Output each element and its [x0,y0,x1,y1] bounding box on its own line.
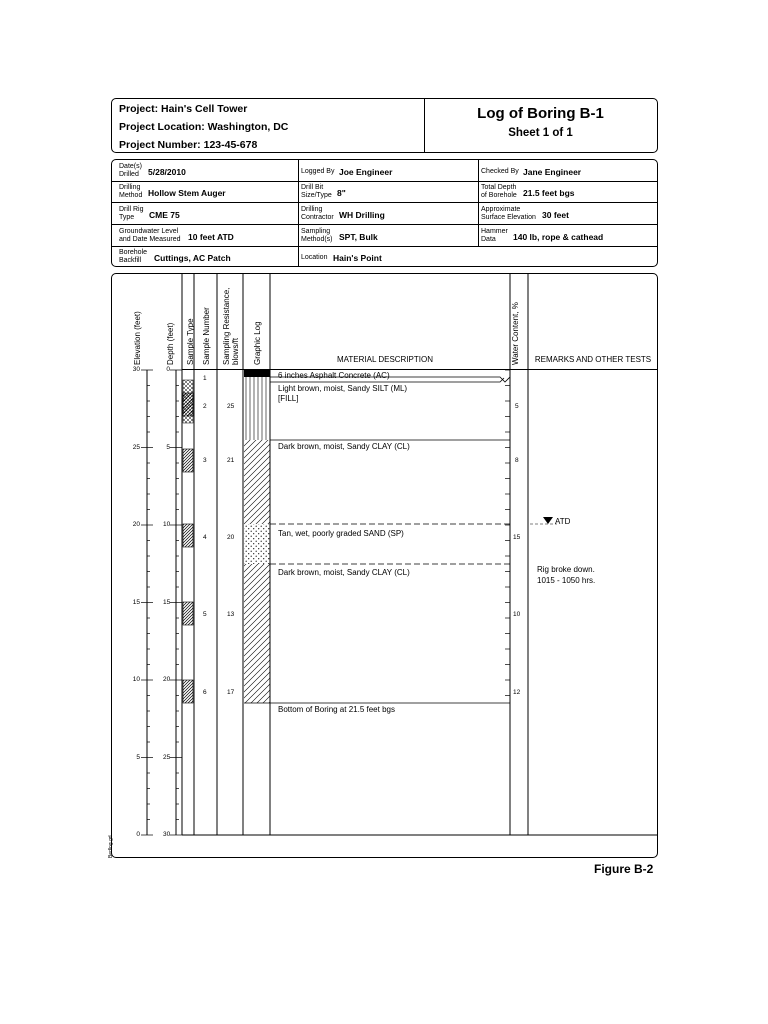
sample-number: 3 [203,457,207,464]
water-content: 8 [515,457,519,464]
remark-rig-time: 1015 - 1050 hrs. [537,576,596,585]
elevation-tick-label: 0 [136,831,140,838]
backfill-value: Cuttings, AC Patch [154,253,231,263]
checked-label: Checked By [481,168,519,175]
project-name: Project: Hain's Cell Tower [119,103,248,115]
figure-label: Figure B-2 [594,862,654,876]
hammer-value: 140 lb, rope & cathead [513,232,604,242]
sampling-resistance: 13 [227,611,235,618]
groundwater-value: 10 feet ATD [188,232,234,242]
remark-atd: ATD [555,517,571,526]
backfill-label: Borehole Backfill [119,249,148,264]
total-depth-value: 21.5 feet bgs [523,188,575,198]
project-number: Project Number: 123-45-678 [119,139,258,151]
water-content: 5 [515,403,519,410]
graphic-log-column-header: Graphic Log [253,321,262,365]
contractor-label: Drilling Contractor [301,206,334,221]
elevation-tick-label: 20 [132,521,140,528]
sample-type-column-header: Sample Type [186,318,195,365]
method-label: Drilling Method [119,184,143,199]
sampling-label: Sampling Method(s) [301,228,333,243]
rig-label: Drill Rig Type [119,206,144,221]
material-silt: Light brown, moist, Sandy SILT (ML) [278,384,408,393]
sampling-resistance: 17 [227,689,235,696]
remarks-header: REMARKS AND OTHER TESTS [534,355,652,364]
project-location: Project Location: Washington, DC [119,121,289,133]
depth-tick-label: 10 [163,521,171,528]
remark-rig-broke: Rig broke down. [537,565,595,574]
total-depth-label: Total Depth of Borehole [481,184,517,199]
material-description-header: MATERIAL DESCRIPTION [336,355,433,364]
sampling-resistance: 21 [227,457,235,464]
location-label: Location [301,254,328,261]
dates-label: Date(s) Drilled [119,163,142,178]
depth-column-header: Depth (feet) [166,322,175,365]
logged-value: Joe Engineer [339,167,393,177]
material-clay-lower: Dark brown, moist, Sandy CLAY (CL) [278,568,410,577]
elevation-tick-label: 25 [132,443,140,451]
sample-number: 1 [203,375,207,382]
elevation-tick-label: 15 [132,598,140,606]
bit-value: 8" [337,188,346,198]
elevation-column-header: Elevation (feet) [133,311,142,365]
log-title: Log of Boring B-1 [477,105,604,122]
checked-value: Jane Engineer [523,167,582,177]
depth-tick-label: 0 [166,366,170,373]
dates-value: 5/28/2010 [148,167,186,177]
water-content: 12 [513,689,521,696]
rig-value: CME 75 [149,210,180,220]
water-content: 10 [513,611,521,618]
method-value: Hollow Stem Auger [148,188,226,198]
groundwater-label: Groundwater Level and Date Measured [119,228,181,243]
sample-number: 4 [203,534,207,541]
location-value: Hain's Point [333,253,382,263]
sheet-number: Sheet 1 of 1 [508,127,573,139]
material-clay: Dark brown, moist, Sandy CLAY (CL) [278,442,410,451]
resistance-column-header: Sampling Resistance, [222,287,231,365]
side-label: Bedlog.gd [108,835,114,858]
depth-tick-label: 25 [163,753,171,761]
depth-tick-label: 15 [163,598,171,606]
sampling-resistance: 25 [227,403,235,410]
material-ac: 6 inches Asphalt Concrete (AC) [278,371,390,380]
sampling-resistance: 20 [227,534,235,541]
sampling-value: SPT, Bulk [339,232,378,242]
elevation-tick-label: 5 [136,753,140,761]
elevation-tick-label: 30 [132,366,140,373]
sample-number: 2 [203,403,207,410]
elevation-label: Approximate Surface Elevation [481,206,536,221]
water-content: 15 [513,534,521,541]
bit-label: Drill Bit Size/Type [301,184,332,199]
sample-number-column-header: Sample Number [202,307,211,365]
depth-tick-label: 30 [163,831,171,838]
depth-tick-label: 20 [163,676,171,683]
depth-tick-label: 5 [166,443,170,451]
material-sand: Tan, wet, poorly graded SAND (SP) [278,529,404,538]
elevation-tick-label: 10 [132,676,140,683]
water-content-column-header: Water Content, % [511,302,520,365]
hammer-label: Hammer Data [481,228,508,243]
contractor-value: WH Drilling [339,210,385,220]
material-bottom: Bottom of Boring at 21.5 feet bgs [278,705,395,714]
sample-number: 5 [203,611,207,618]
material-fill: [FILL] [278,394,299,403]
logged-label: Logged By [301,168,335,175]
elevation-value: 30 feet [542,210,569,220]
resistance-column-header-units: blows/ft [231,337,240,365]
sample-number: 6 [203,689,207,696]
